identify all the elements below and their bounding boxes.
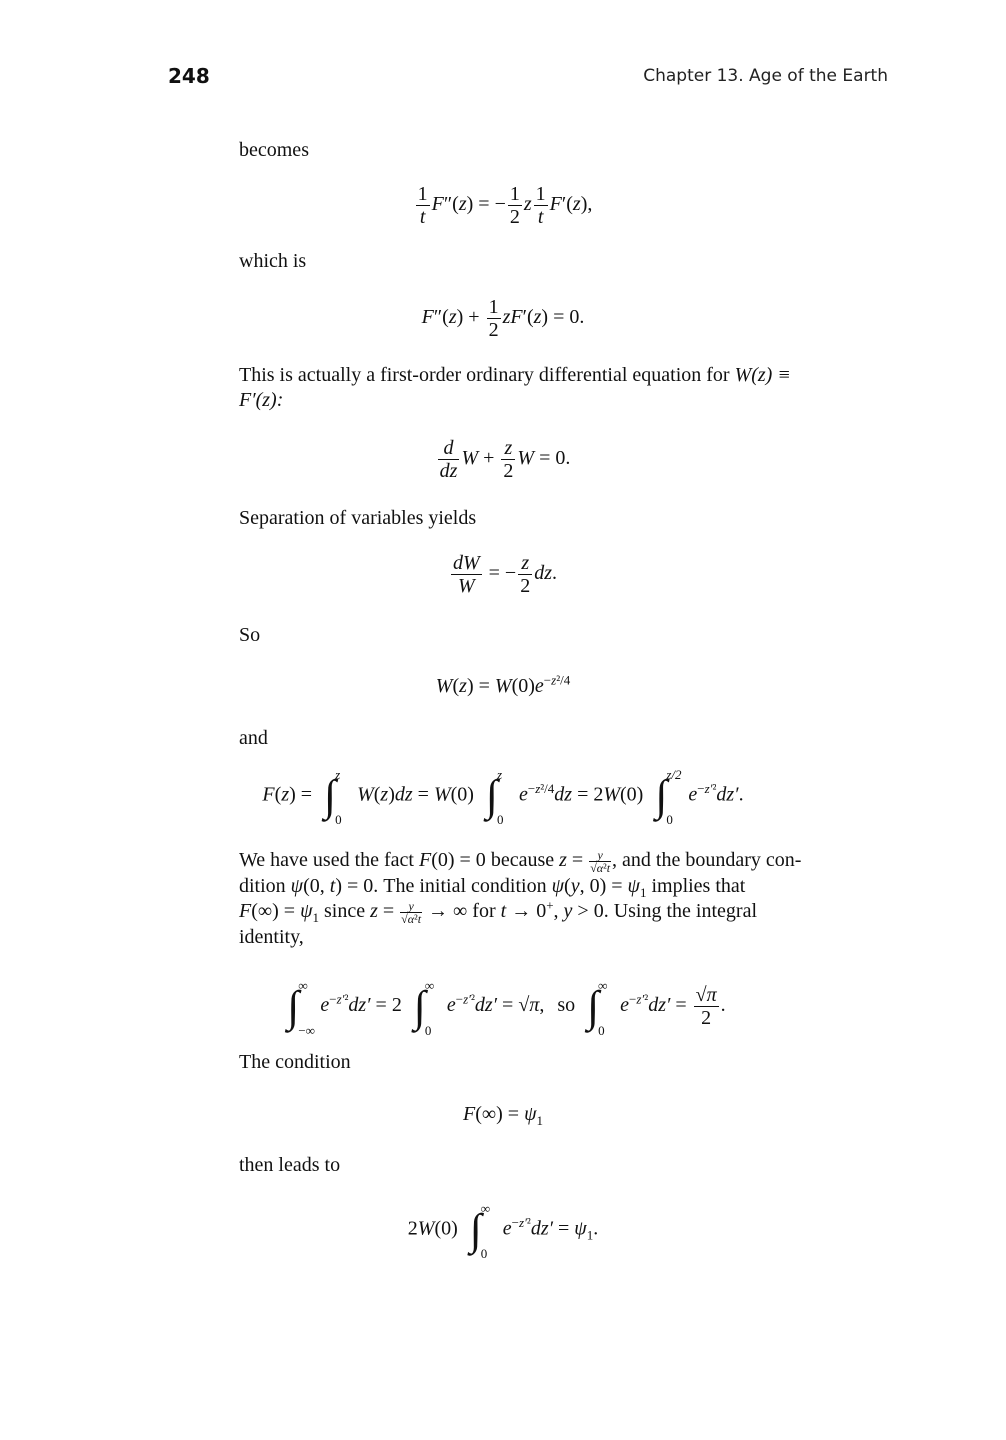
equation-1: $\frac{1}{t}$ F″(z) = − $\frac{1}{2}$ z $\frac{1}{t}$ F′(z), [417,183,593,228]
paragraph-becomes: becomes [239,139,309,161]
equation-6: F(z) = ∫ z 0 W(z)dz = W(0) ∫ z 0 $e^{-z^2/4}dz = 2W(0)$ ∫ z/2 0 $e^{-z'^2}dz'$. [262,767,744,827]
text-wz-equiv: W(z) ≡ [734,364,791,386]
paragraph-the-condition: The condition [239,1051,351,1073]
text-for: for [472,899,496,922]
equation-3: $\frac{d}{dz}$ W + $\frac{z}{2}$ W = 0. [439,437,571,482]
text-dition: dition [239,874,286,897]
equation-2: F″(z) + $\frac{1}{2}$ zF′(z) = 0. [421,296,585,341]
text-boundary-con: , and the boundary con- [612,849,802,871]
paragraph-then-leads: then leads to [239,1154,341,1176]
text-initial-condition: The initial condition [383,874,547,897]
text-since: since [324,899,366,922]
paragraph-and: and [239,727,268,749]
chapter-header: Chapter 13. Age of the Earth [643,66,888,86]
paragraph-so: So [239,624,261,646]
equation-7: ∫ ∞ −∞ $e^{-z'^2}dz' = 2$ ∫ ∞ 0 $e^{-z'^2}dz' = √\pi$, so ∫ ∞ 0 $e^{-z'^2}dz'$ = $\frac{√\pi}{2}$ . [287,977,726,1038]
text-fprime: F′(z): [239,389,284,411]
text-identity: identity, [239,925,304,948]
text-implies-that: implies that [651,874,746,897]
equation-5: $W(z) = W(0)e^{-z^2/4}$ [435,672,571,697]
text-first-order: This is actually a first-order ordinary differential equation for [239,364,730,386]
paragraph-which-is: which is [239,250,307,272]
paragraph-first-order [239,363,887,413]
equation-4: $\frac{dW}{W}$ = − $\frac{z}{2}$ dz. [452,552,558,597]
equation-8: $F(\infty) = \psi_1$ [463,1103,543,1128]
paragraph-boundary: We have used the fact F(0) = 0 because z = $\frac{y}{\text{√α²t}}$ , and the boundary con- dition ψ(0, t) = 0. The initial condition ψ(y, $0) = \psi_1$ implies that $F(\infty) = \psi_1$ since z = $\frac{y}{\text{√α²t}}$ → ∞ for t → 0+, y > 0. Using the integral identity, [239,847,802,948]
text-because: because [490,849,555,871]
text-so: so [557,994,576,1017]
paragraph-separation: Separation of variables yields [239,507,477,529]
equation-9: 2W(0) ∫ ∞ 0 $e^{-z'^2}dz' = \psi_1$. [407,1201,599,1261]
text-using-integral: Using the integral [613,899,758,922]
text-used-fact: We have used the fact [239,849,414,871]
page-number: 248 [168,64,210,88]
